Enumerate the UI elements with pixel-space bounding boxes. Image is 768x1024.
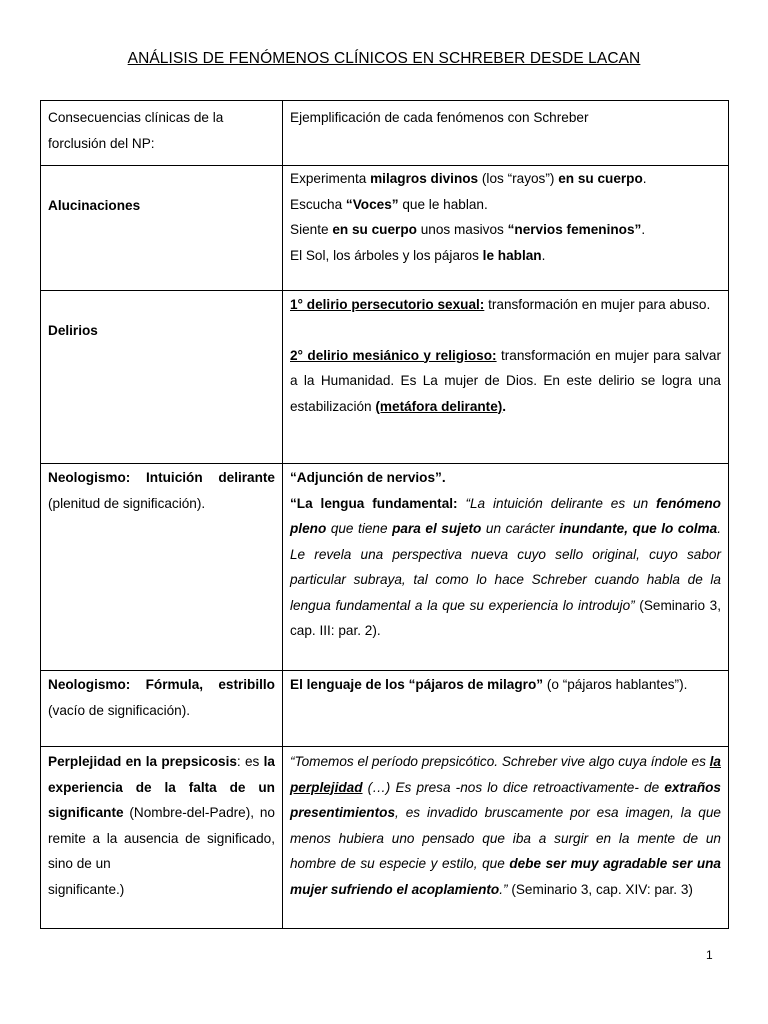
header-cell-examples <box>283 101 729 166</box>
text-run: unos masivos <box>416 222 508 237</box>
text-run: . <box>502 398 507 414</box>
text-run: (los “rayos”) <box>478 171 559 186</box>
label-perplejidad-end: significante.) <box>48 881 125 897</box>
row-label-cell <box>41 464 283 671</box>
text-run: Experimenta <box>290 171 371 186</box>
text-run: (o “pájaros hablantes”). <box>543 677 688 692</box>
text-run-bold: Perplejidad en la prepsicosis <box>48 754 237 769</box>
row-label-cell <box>41 747 283 929</box>
text-run-bold-italic: la perplejidad <box>290 754 721 795</box>
row-label-cell <box>41 166 283 291</box>
text-run: (Seminario 3, cap. XIV: par. 3) <box>507 881 693 897</box>
text-run: (Nombre-del-Padre), no remite a la ausencia de significado, sino de un <box>48 805 275 871</box>
row-content-cell <box>283 166 729 291</box>
table-header-row <box>41 101 729 166</box>
text-run: (Seminario 3, cap. III: par. 2). <box>290 597 721 638</box>
label-intuicion-bold <box>48 465 275 491</box>
page-number: 1 <box>706 948 713 962</box>
text-run-italic: que tiene <box>326 521 393 536</box>
text-run-italic: , es invadido bruscamente por esa imagen, la que menos hubiera uno pensado que iba a surgir en la mente de un hombre de su especie y estilo, que <box>290 805 721 871</box>
table-row <box>41 166 729 291</box>
page-title: ANÁLISIS DE FENÓMENOS CLÍNICOS EN SCHREBER DESDE LACAN <box>127 50 641 67</box>
text-run-bold: en su cuerpo <box>332 222 417 237</box>
paragraph-spacer <box>290 318 721 343</box>
formula-text <box>290 672 721 698</box>
label-formula-rest: (vacío de significación). <box>48 702 191 718</box>
label-alucinaciones: Alucinaciones <box>48 198 141 213</box>
delusion-paragraph-1 <box>290 292 721 318</box>
table-row <box>41 464 729 671</box>
text-run-bold: Neologismo: Intuición delirante <box>48 470 275 485</box>
hallucination-line-3 <box>290 217 721 243</box>
text-run-bold: Neologismo: Fórmula, estribillo <box>48 677 275 692</box>
hallucination-line-4 <box>290 243 721 269</box>
text-run-bold-italic: inundante, que lo colma <box>559 521 718 536</box>
row-content-cell <box>283 747 729 929</box>
text-run-italic: un carácter <box>481 521 560 536</box>
text-run-bold: 1° delirio persecutorio sexual: <box>290 297 485 312</box>
row-content-cell <box>283 291 729 464</box>
text-run-bold-italic: fenómeno pleno <box>290 495 721 536</box>
text-run: Escucha <box>290 196 346 212</box>
intuicion-quote <box>290 491 721 644</box>
text-run: . <box>642 171 647 186</box>
text-run-bold: “Voces” <box>345 196 399 212</box>
label-perplejidad <box>48 749 275 877</box>
text-run: El Sol, los árboles y los pájaros <box>290 247 483 263</box>
text-run-italic: “La intuición delirante es un <box>457 495 657 511</box>
intuicion-title: “Adjunción de nervios”. <box>290 470 446 485</box>
text-run-bold-italic: extraños presentimientos <box>290 779 721 820</box>
label-intuicion-rest: (plenitud de significación). <box>48 495 206 511</box>
text-run: . <box>641 222 646 237</box>
text-run-bold: milagros divinos <box>370 171 479 186</box>
text-run: que le hablan. <box>398 196 488 212</box>
label-formula-bold <box>48 672 275 698</box>
header-consequences-text: Consecuencias clínicas de la forclusión del NP: <box>48 110 224 151</box>
text-run-bold: la experiencia de la falta de un significante <box>48 754 275 820</box>
text-run: Siente <box>290 222 333 237</box>
table-row <box>41 671 729 747</box>
text-run-bold: en su cuerpo <box>558 171 643 186</box>
text-run: transformación en mujer para abuso. <box>484 297 711 312</box>
text-run: : es <box>236 754 264 769</box>
text-run-bold-italic: para el sujeto <box>392 521 482 536</box>
hallucination-line-1 <box>290 166 721 192</box>
phenomena-table <box>40 100 729 929</box>
row-content-cell <box>283 671 729 747</box>
text-run-italic: .” <box>499 881 508 897</box>
text-run-bold: “La lengua fundamental: <box>290 495 458 511</box>
perplejidad-quote <box>290 749 721 902</box>
text-run-italic: (…) Es presa -nos lo dice retroactivamente- de <box>362 779 665 795</box>
text-run-italic: . Le revela una perspectiva nueva cuyo sello original, cuyo sabor particular subraya, tal como lo hace Schreber cuando habla de la lengua fundamental a la que su experiencia lo introdujo” <box>290 521 721 613</box>
row-label-cell <box>41 291 283 464</box>
text-run-bold-italic: debe ser muy agradable ser una mujer sufriendo el acoplamiento <box>290 856 721 897</box>
row-content-cell <box>283 464 729 671</box>
text-run-bold: le hablan <box>482 247 542 263</box>
delusion-paragraph-2 <box>290 343 721 420</box>
table-row <box>41 291 729 464</box>
text-run-bold: 2° delirio mesiánico y religioso: <box>290 347 497 363</box>
table-row <box>41 747 729 929</box>
text-run-bold: “nervios femeninos” <box>507 222 642 237</box>
label-delirios: Delirios <box>48 323 98 338</box>
text-run: . <box>541 247 546 263</box>
text-run-bold: El lenguaje de los “pájaros de milagro” <box>290 677 544 692</box>
header-cell-consequences <box>41 101 283 166</box>
row-label-cell <box>41 671 283 747</box>
hallucination-line-2 <box>290 192 721 218</box>
text-run: transformación en mujer para salvar a la Humanidad. Es La mujer de Dios. En este delirio se logra una estabilización <box>290 347 722 414</box>
text-run-bold: (metáfora delirante) <box>375 398 503 414</box>
header-examples-text: Ejemplificación de cada fenómenos con Schreber <box>290 110 589 125</box>
text-run-italic: “Tomemos el período prepsicótico. Schreber vive algo cuya índole es <box>290 754 710 769</box>
